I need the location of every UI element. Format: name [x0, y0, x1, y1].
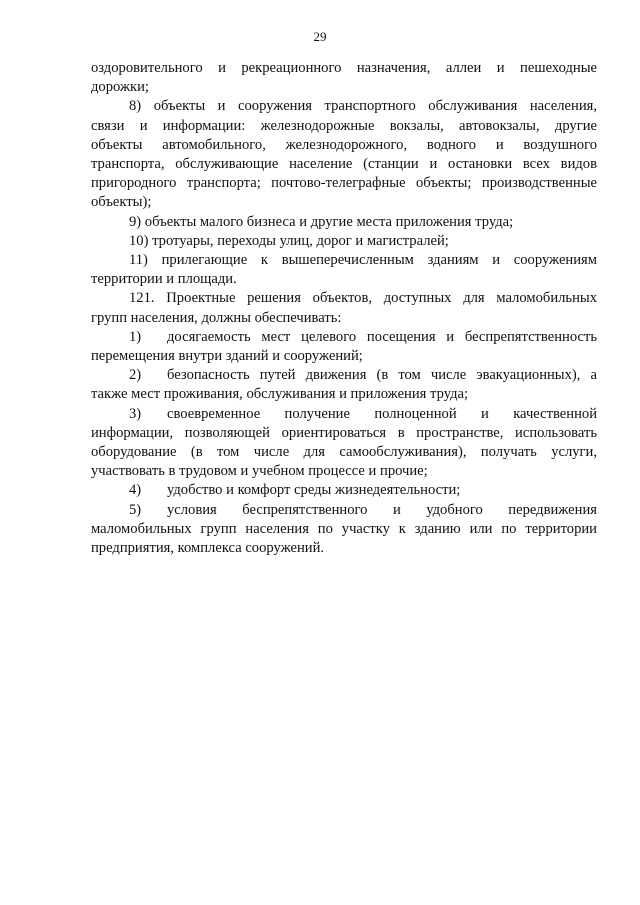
text-line [91, 251, 597, 270]
text-line [91, 405, 597, 424]
line-text: также мест проживания, обслуживания и приложения труда; [91, 386, 469, 403]
text-line [91, 136, 597, 155]
line-text: транспорта, обслуживающие население (станции и остановки всех видов [91, 156, 597, 173]
text-line [91, 520, 597, 539]
line-text: объекты); [91, 194, 152, 211]
document-body [91, 59, 597, 558]
line-text: оздоровительного и рекреационного назначения, аллеи и пешеходные [91, 60, 597, 76]
list-number: 1) [129, 328, 142, 345]
list-number: 2) [129, 367, 142, 384]
list-number: 5) [129, 501, 142, 518]
line-text: 121. Проектные решения объектов, доступных для маломобильных [129, 290, 597, 307]
text-line [91, 232, 597, 251]
line-text: участвовать в трудовом и учебном процессе и прочие; [91, 463, 428, 480]
text-line [91, 539, 597, 558]
line-text: связи и информации: железнодорожные вокзалы, автовокзалы, другие [91, 117, 597, 134]
line-text: дорожки; [91, 79, 149, 96]
text-line [91, 193, 597, 212]
text-line [91, 59, 597, 78]
text-line [91, 501, 597, 520]
line-text: своевременное получение полноценной и качественной [167, 405, 597, 422]
text-line [91, 347, 597, 366]
text-line [91, 213, 597, 232]
text-line [91, 289, 597, 308]
line-text: предприятия, комплекса сооружений. [91, 540, 325, 557]
line-text: 11) прилегающие к вышеперечисленным зданиям и сооружениям [129, 252, 597, 269]
line-text: объекты автомобильного, железнодорожного, водного и воздушного [91, 136, 597, 153]
text-line [91, 155, 597, 174]
line-text: удобство и комфорт среды жизнедеятельности; [167, 482, 461, 499]
line-text: 8) объекты и сооружения транспортного обслуживания населения, [129, 98, 597, 115]
text-line [91, 309, 597, 328]
page-number: 29 [313, 29, 327, 44]
line-text: информации, позволяющей ориентироваться в пространстве, использовать [91, 424, 597, 441]
text-line [91, 328, 597, 347]
line-text: досягаемость мест целевого посещения и беспрепятственность [167, 328, 597, 345]
text-line [91, 366, 597, 385]
line-text: перемещения внутри зданий и сооружений; [91, 348, 363, 365]
text-line [91, 117, 597, 136]
list-number: 3) [129, 405, 142, 422]
line-text: маломобильных групп населения по участку к зданию или по территории [91, 520, 597, 537]
text-line [91, 462, 597, 481]
line-text: 9) объекты малого бизнеса и другие места приложения труда; [129, 213, 514, 230]
line-text: пригородного транспорта; почтово-телеграфные объекты; производственные [91, 175, 597, 192]
text-line [91, 78, 597, 97]
text-line [91, 174, 597, 193]
line-text: территории и площади. [91, 271, 237, 288]
text-line [91, 481, 597, 500]
line-text: условия беспрепятственного и удобного передвижения [167, 501, 597, 518]
line-text: групп населения, должны обеспечивать: [91, 309, 342, 326]
text-line [91, 385, 597, 404]
line-text: безопасность путей движения (в том числе эвакуационных), а [167, 367, 597, 384]
text-line [91, 443, 597, 462]
line-text: 10) тротуары, переходы улиц, дорог и магистралей; [129, 232, 449, 249]
line-text: оборудование (в том числе для самообслуживания), получать услуги, [91, 444, 597, 461]
text-line [91, 270, 597, 289]
text-line [91, 97, 597, 116]
list-number: 4) [129, 482, 142, 499]
text-line [91, 424, 597, 443]
